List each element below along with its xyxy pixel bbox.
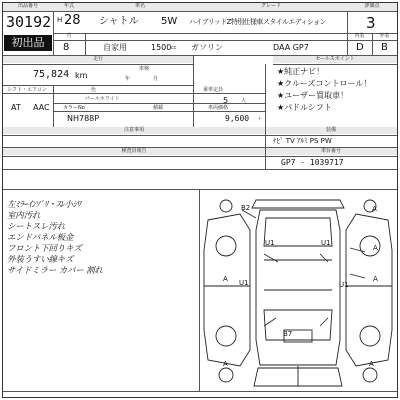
load-label: 積載 xyxy=(153,105,164,111)
color-no-label: カラーNo xyxy=(63,105,85,111)
first-listing-badge xyxy=(4,35,52,51)
shift-label: シフト・エアコン xyxy=(7,87,47,93)
first-listing-text: 初出品 xyxy=(11,36,45,49)
year-prefix: H xyxy=(57,16,63,24)
damage-b2: B2 xyxy=(241,204,251,212)
damage-a-top: A xyxy=(372,205,377,213)
interior-grade: D xyxy=(356,42,364,53)
inspection-label: 車検 xyxy=(139,66,150,72)
inspection-year: 年 xyxy=(125,76,131,82)
selling-point-1: ★純正ナビ！ xyxy=(277,67,325,76)
damage-a-left: A xyxy=(223,275,228,283)
use-value: 自家用 xyxy=(103,43,127,52)
month-label: 月 xyxy=(66,33,72,39)
drive-type: 5W xyxy=(161,16,178,27)
lot-number: 30192 xyxy=(6,13,52,31)
year-label: 年式 xyxy=(63,3,74,9)
auction-sheet xyxy=(2,2,398,398)
damage-a-right-2: A xyxy=(373,275,378,283)
inspection-month: 月 xyxy=(153,76,159,82)
car-damage-diagram xyxy=(200,190,396,391)
score-value: 3 xyxy=(366,14,376,32)
chassis-code: DAA GP7 xyxy=(273,43,309,52)
mileage-label: 走行 xyxy=(3,56,193,63)
grade-value: ハイブリッドZ特別仕様車スタイルエディション xyxy=(189,18,326,26)
price-label: 車両価格 xyxy=(208,105,229,111)
selling-point-3: ★ユーザー買取車！ xyxy=(277,91,349,100)
color-no-value: NH788P xyxy=(67,114,100,123)
capacity-unit: 人 xyxy=(241,98,247,104)
mileage-value: 75,824 xyxy=(33,69,70,80)
displacement-value: 1500 xyxy=(151,43,172,52)
report-line-3: シートスレ汚れ xyxy=(7,222,66,232)
cc-unit: cc xyxy=(171,45,177,51)
aircon-value: AAC xyxy=(33,103,50,112)
selling-points-label: セールスポイント xyxy=(273,56,397,63)
report-line-5: フロント下回りキズ xyxy=(7,244,82,254)
exterior-label: 外装 xyxy=(379,33,390,39)
price-unit: ＋ xyxy=(257,116,263,122)
lot-label: 出品番号 xyxy=(17,3,38,9)
report-line-7: サイドミラー カバー 割れ xyxy=(7,266,103,276)
report-line-4: エンドパネル板金 xyxy=(7,233,74,243)
damage-u1-c: U1 xyxy=(239,279,249,287)
chassis-number: GP7 - 1039717 xyxy=(281,158,344,167)
exterior-grade: B xyxy=(381,42,388,53)
month-value: 8 xyxy=(63,42,70,53)
damage-a-bottom-2: A xyxy=(369,360,374,368)
report-line-1: 左ﾐﾗｰｲﾝｿﾞﾘ・ｽﾚ小ｼﾜ xyxy=(7,200,81,210)
equipment-value: ﾅﾋﾞ TV ｱﾙﾐ PS PW xyxy=(273,137,332,145)
interior-label: 内装 xyxy=(354,33,365,39)
report-line-2: 室内汚れ xyxy=(7,211,41,221)
damage-u1-b: U1 xyxy=(321,239,331,247)
report-line-6: 外装うすい線キズ xyxy=(7,255,74,265)
car-name: シャトル xyxy=(99,16,139,27)
selling-point-4: ★パドルシフト xyxy=(277,103,332,112)
damage-a-right-1: A xyxy=(373,244,378,252)
equipment-label: 装備 xyxy=(265,127,397,134)
capacity-label: 乗車定員 xyxy=(203,87,224,93)
year-value: 28 xyxy=(64,13,81,28)
color-label: 色 xyxy=(91,87,97,93)
model-label: 車名 xyxy=(134,3,145,9)
grade-label: グレード xyxy=(260,3,281,9)
shift-value: AT xyxy=(11,103,21,112)
capacity-value: 5 xyxy=(223,96,229,105)
damage-u1-a: U1 xyxy=(265,239,275,247)
mileage-unit: km xyxy=(75,71,88,80)
inspector-label: 検査員報告 xyxy=(3,148,265,155)
price-value: 9,600 xyxy=(225,114,250,123)
evaluation-label: 評価点 xyxy=(364,3,380,9)
color-value: パールホワイト xyxy=(85,96,120,102)
damage-a-bottom: A xyxy=(223,360,228,368)
damage-b7: B7 xyxy=(283,330,293,338)
notes-label: 注意事項 xyxy=(3,127,265,134)
damage-u1-d: U1 xyxy=(339,281,349,289)
fuel-value: ガソリン xyxy=(191,43,223,52)
selling-point-2: ★クルーズコントロール！ xyxy=(277,79,372,88)
chassis-no-label: 車台番号 xyxy=(265,148,397,155)
